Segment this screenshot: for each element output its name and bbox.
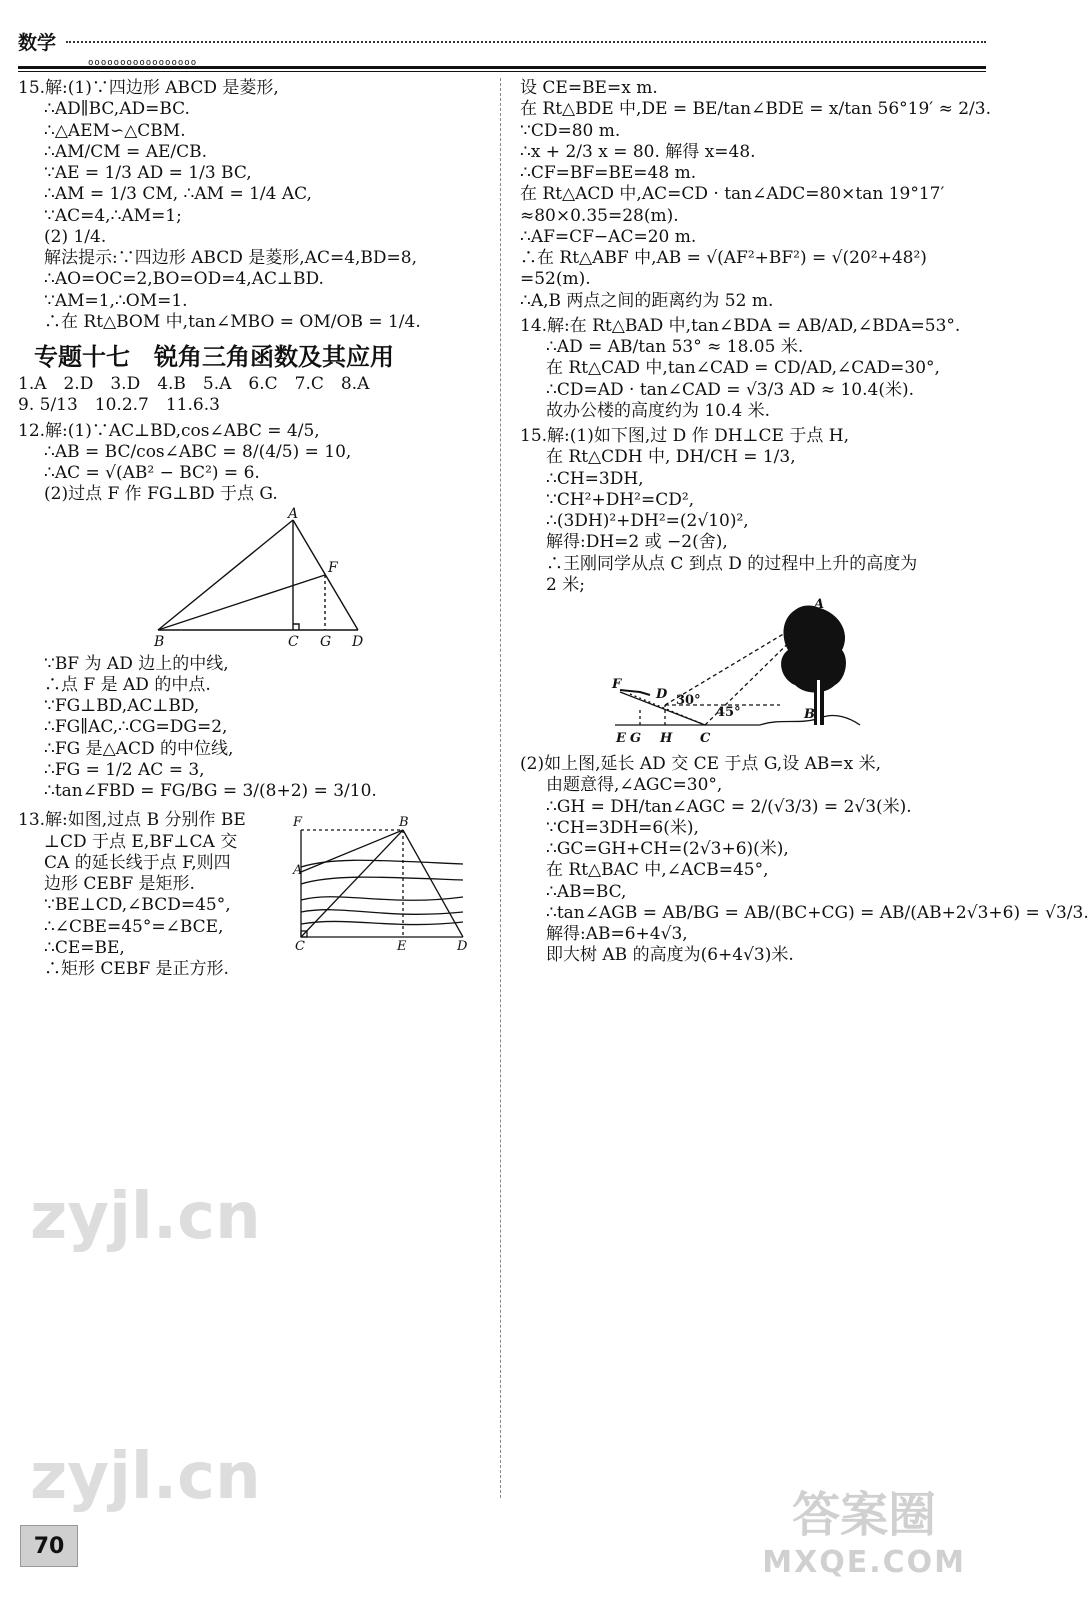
- text-line: ∵AM=1,∴OM=1.: [44, 290, 188, 311]
- text-line: 即大树 AB 的高度为(6+4√3)米.: [546, 945, 794, 966]
- section-title: 专题十七 锐角三角函数及其应用: [34, 343, 394, 371]
- text-line: ∴GH = DH/tan∠AGC = 2/(√3/3) = 2√3(米).: [546, 796, 912, 817]
- text-line: ∴CH=3DH,: [546, 468, 644, 489]
- text-line: =52(m).: [520, 269, 591, 290]
- text-line: 13.解:如图,过点 B 分别作 BE: [18, 810, 246, 831]
- text-line: ≈80×0.35=28(m).: [520, 205, 679, 226]
- text-line: ∴A,B 两点之间的距离约为 52 m.: [520, 290, 774, 311]
- text-line: ∴tan∠AGB = AB/BG = AB/(BC+CG) = AB/(AB+2√3+6) = √3/3.: [546, 902, 1089, 923]
- fig3-label-a: A: [814, 597, 825, 612]
- fig-label-f: F: [328, 559, 338, 576]
- river-square-figure: [293, 812, 473, 955]
- text-line: ∴AM = 1/3 CM, ∴AM = 1/4 AC,: [44, 184, 312, 205]
- text-line: ∴AB = BC/cos∠ABC = 8/(4/5) = 10,: [44, 441, 352, 462]
- text-line: 14.解:在 Rt△BAD 中,tan∠BDA = AB/AD,∠BDA=53°.: [520, 315, 961, 336]
- fig2-label-c: C: [295, 939, 305, 955]
- text-line: ∴(3DH)²+DH²=(2√10)²,: [546, 511, 749, 531]
- text-line: ∴在 Rt△BOM 中,tan∠MBO = OM/OB = 1/4.: [44, 311, 421, 332]
- text-line: ∴在 Rt△ABF 中,AB = √(AF²+BF²) = √(20²+48²): [520, 248, 927, 268]
- fig-label-a: A: [288, 505, 299, 522]
- watermark-logo-url: MXQE.COM: [762, 1545, 966, 1580]
- answer-line: 1.A 2.D 3.D 4.B 5.A 6.C 7.C 8.A: [18, 374, 370, 394]
- header-thick-rule: [18, 66, 986, 69]
- text-line: 在 Rt△ACD 中,AC=CD · tan∠ADC=80×tan 19°17′: [520, 184, 945, 205]
- text-line: ∴AD∥BC,AD=BC.: [44, 99, 190, 120]
- text-line: ∴FG∥AC,∴CG=DG=2,: [44, 717, 228, 738]
- fig2-label-a: A: [293, 863, 303, 879]
- header-ornament: ooooooooooooooooo: [88, 58, 198, 68]
- problem-13-section: [18, 810, 488, 980]
- fig3-label-c: C: [700, 731, 711, 746]
- fig3-angle-45: 45°: [716, 705, 741, 720]
- text-line: 解法提示:∵四边形 ABCD 是菱形,AC=4,BD=8,: [44, 248, 417, 268]
- text-line: ∵BE⊥CD,∠BCD=45°,: [44, 895, 231, 916]
- text-line: ∵FG⊥BD,AC⊥BD,: [44, 696, 200, 716]
- text-line: 在 Rt△CAD 中,tan∠CAD = CD/AD,∠CAD=30°,: [546, 358, 940, 379]
- left-column: [18, 78, 488, 980]
- text-line: ∴△AEM∽△CBM.: [44, 120, 186, 141]
- fig3-label-g: G: [630, 731, 642, 746]
- text-line: ∴CF=BF=BE=48 m.: [520, 163, 697, 183]
- text-line: ∴FG 是△ACD 的中位线,: [44, 738, 234, 759]
- text-line: ∵CH=3DH=6(米),: [546, 817, 699, 838]
- page-header: [18, 28, 986, 72]
- text-line: ∴GC=GH+CH=(2√3+6)(米),: [546, 839, 789, 859]
- text-line: ∴AC = √(AB² − BC²) = 6.: [44, 463, 260, 483]
- text-line: 设 CE=BE=x m.: [520, 78, 658, 98]
- text-line: ∴矩形 CEBF 是正方形.: [44, 959, 229, 979]
- right-column: [520, 78, 1089, 967]
- page-number: 70: [20, 1525, 78, 1567]
- subject-label: 数学: [18, 32, 57, 54]
- text-line: 12.解:(1)∵AC⊥BD,cos∠ABC = 4/5,: [18, 420, 320, 441]
- fig3-label-h: H: [660, 731, 673, 746]
- text-line: 解得:AB=6+4√3,: [546, 924, 688, 944]
- problem-13-continued: [520, 78, 990, 312]
- text-line: ∵CH²+DH²=CD²,: [546, 489, 695, 510]
- text-line: CA 的延长线于点 F,则四: [44, 852, 231, 873]
- fig-label-c: C: [288, 633, 299, 650]
- text-line: ∴AO=OC=2,BO=OD=4,AC⊥BD.: [44, 269, 324, 290]
- header-dotted-rule: [66, 41, 986, 43]
- problem-14-section: [520, 316, 990, 422]
- text-line: ∴FG = 1/2 AC = 3,: [44, 759, 205, 780]
- answer-line: 9. 5/13 10.2.7 11.6.3: [18, 395, 220, 416]
- text-line: ∴tan∠FBD = FG/BG = 3/(8+2) = 3/10.: [44, 781, 377, 801]
- text-line: ∴∠CBE=45°=∠BCE,: [44, 916, 224, 937]
- text-line: ⊥CD 于点 E,BF⊥CA 交: [44, 831, 238, 852]
- problem-15-right-section: [520, 426, 1089, 967]
- fig2-label-d: D: [457, 939, 468, 955]
- text-line: ∵AE = 1/3 AD = 1/3 BC,: [44, 163, 252, 183]
- text-line: ∴AB=BC,: [546, 881, 627, 902]
- text-line: (2) 1/4.: [44, 226, 107, 247]
- text-line: ∵CD=80 m.: [520, 120, 621, 141]
- text-line: (2)如上图,延长 AD 交 CE 于点 G,设 AB=x 米,: [520, 754, 882, 774]
- text-line: ∴x + 2/3 x = 80. 解得 x=48.: [520, 141, 756, 162]
- text-line: ∴王刚同学从点 C 到点 D 的过程中上升的高度为: [546, 553, 918, 574]
- fig3-angle-30: 30°: [676, 693, 701, 708]
- triangle-figure: [18, 505, 488, 650]
- text-line: ∵AC=4,∴AM=1;: [44, 205, 182, 226]
- text-line: 由题意得,∠AGC=30°,: [546, 775, 723, 796]
- fig3-label-b: B: [804, 707, 815, 722]
- text-line: ∴CD=AD · tan∠CAD = √3/3 AD ≈ 10.4(米).: [546, 379, 915, 400]
- fig3-label-d: D: [656, 687, 668, 702]
- tree-slope-figure: [520, 597, 990, 750]
- text-line: 2 米;: [546, 574, 585, 595]
- watermark-text: zyjl.cn: [30, 1440, 261, 1514]
- text-line: (2)过点 F 作 FG⊥BD 于点 G.: [44, 484, 278, 505]
- text-line: 故办公楼的高度约为 10.4 米.: [546, 400, 771, 421]
- problem-15-section: [18, 78, 488, 333]
- fig-label-d: D: [352, 633, 364, 650]
- text-line: ∴AF=CF−AC=20 m.: [520, 226, 697, 247]
- text-line: 解得:DH=2 或 −2(舍),: [546, 532, 728, 553]
- watermark-text: zyjl.cn: [30, 1180, 261, 1254]
- watermark-logo-title: 答案圈: [792, 1487, 937, 1543]
- fig2-label-b: B: [399, 815, 409, 831]
- text-line: 在 Rt△BDE 中,DE = BE/tan∠BDE = x/tan 56°19′ ≈ 2/3.: [520, 99, 991, 120]
- text-line: 在 Rt△BAC 中,∠ACB=45°,: [546, 860, 769, 881]
- header-thin-rule: [18, 71, 986, 72]
- problem-12-section: [18, 421, 488, 803]
- text-line: ∴CE=BE,: [44, 937, 125, 958]
- fig3-label-e: E: [616, 731, 626, 746]
- fig3-label-f: F: [612, 677, 622, 692]
- fig2-label-e: E: [397, 939, 407, 955]
- fig-label-b: B: [154, 633, 165, 650]
- text-line: 15.解:(1)∵四边形 ABCD 是菱形,: [18, 78, 279, 98]
- column-divider: [500, 78, 501, 1498]
- text-line: ∴点 F 是 AD 的中点.: [44, 674, 211, 695]
- text-line: ∴AD = AB/tan 53° ≈ 18.05 米.: [546, 337, 804, 357]
- text-line: 15.解:(1)如下图,过 D 作 DH⊥CE 于点 H,: [520, 426, 849, 446]
- text-line: 在 Rt△CDH 中, DH/CH = 1/3,: [546, 447, 796, 468]
- fig-label-g: G: [320, 633, 332, 650]
- text-line: 边形 CEBF 是矩形.: [44, 874, 195, 894]
- text-line: ∴AM/CM = AE/CB.: [44, 141, 208, 162]
- watermark-logo: [762, 1476, 966, 1580]
- fig2-label-f: F: [293, 815, 303, 831]
- text-line: ∵BF 为 AD 边上的中线,: [44, 653, 229, 674]
